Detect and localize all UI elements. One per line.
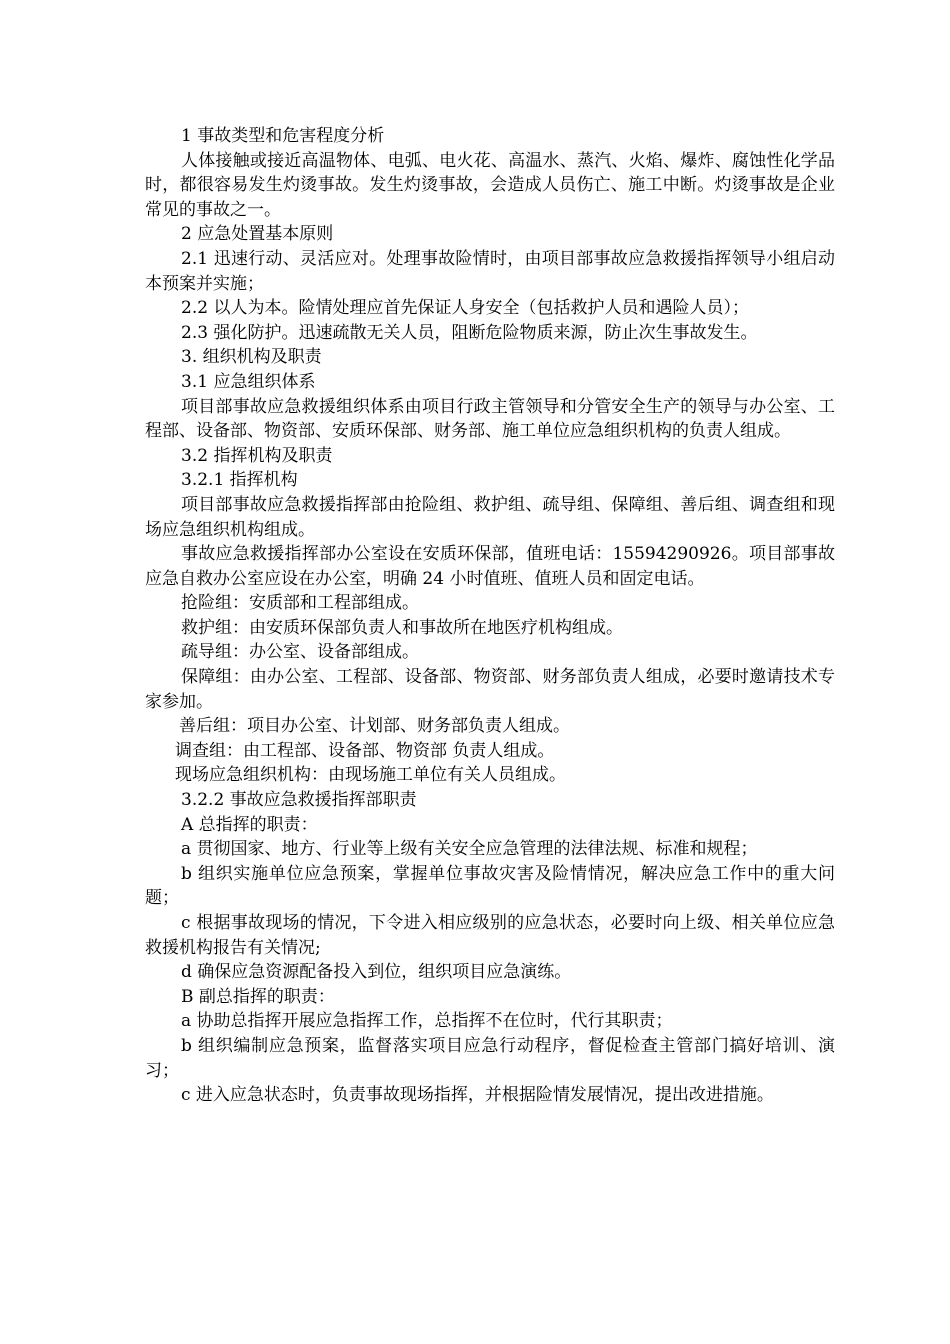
list-item-evacuation-group: 疏导组：办公室、设备部组成。	[181, 642, 419, 663]
list-item-chief-c: c 根据事故现场的情况，下令进入相应级别的应急状态，必要时向上级、相关单位应急救援机构报告有关情况;	[145, 913, 835, 958]
heading-command-agency: 3.2.1 指挥机构	[181, 470, 298, 491]
list-item-chief-b: b 组织实施单位应急预案，掌握单位事故灾害及险情情况，解决应急工作中的重大问题；	[145, 863, 835, 909]
paragraph-burn-hazard: 人体接触或接近高温物体、电弧、电火花、高温水、蒸汽、火焰、爆炸、腐蚀性化学品时，都很容易发生灼烫事故。发生灼烫事故，会造成人员伤亡、施工中断。灼烫事故是企业常见的事故之一。	[145, 150, 835, 220]
list-item-chief-d: d 确保应急资源配备投入到位，组织项目应急演练。	[181, 962, 572, 983]
list-item-investigation-group: 调查组：由工程部、设备部、物资部 负责人组成。	[175, 740, 555, 761]
paragraph-principle-2-1: 2.1 迅速行动、灵活应对。处理事故险情时，由项目部事故应急救援指挥领导小组启动本预案并实施；	[145, 248, 835, 294]
paragraph-principle-2-3: 2.3 强化防护。迅速疏散无关人员，阻断危险物质来源，防止次生事故发生。	[181, 322, 758, 343]
list-item-support-group: 保障组：由办公室、工程部、设备部、物资部、财务部负责人组成，必要时邀请技术专家参加。	[145, 667, 835, 712]
heading-deputy-duties: B 副总指挥的职责：	[181, 986, 335, 1007]
heading-organization: 3. 组织机构及职责	[181, 347, 322, 368]
heading-accident-types: 1 事故类型和危害程度分析	[181, 126, 385, 146]
heading-basic-principles: 2 应急处置基本原则	[181, 224, 334, 245]
list-item-rescue-group: 抢险组：安质部和工程部组成。	[181, 593, 419, 614]
list-item-aftermath-group: 善后组：项目办公室、计划部、财务部负责人组成。	[179, 716, 570, 737]
heading-emergency-system: 3.1 应急组织体系	[181, 371, 316, 392]
paragraph-command-composition: 项目部事故应急救援指挥部由抢险组、救护组、疏导组、保障组、善后组、调查组和现场应急组织机构组成。	[145, 494, 835, 540]
list-item-deputy-c: c 进入应急状态时，负责事故现场指挥，并根据险情发展情况，提出改进措施。	[181, 1085, 774, 1106]
paragraph-duty-phone: 事故应急救援指挥部办公室设在安质环保部，值班电话：15594290926。项目部事故应急自救办公室应设在办公室，明确 24 小时值班、值班人员和固定电话。	[145, 544, 835, 589]
list-item-medical-group: 救护组：由安质环保部负责人和事故所在地医疗机构组成。	[181, 617, 623, 638]
heading-command-duties: 3.2.2 事故应急救援指挥部职责	[181, 790, 417, 811]
document-body	[145, 124, 835, 1108]
heading-command-structure: 3.2 指挥机构及职责	[181, 445, 333, 466]
list-item-chief-a: a 贯彻国家、地方、行业等上级有关安全应急管理的法律法规、标准和规程；	[181, 839, 758, 860]
paragraph-emergency-system: 项目部事故应急救援组织体系由项目行政主管领导和分管安全生产的领导与办公室、工程部、设备部、物资部、安质环保部、财务部、施工单位应急组织机构的负责人组成。	[145, 396, 835, 442]
heading-chief-duties: A 总指挥的职责：	[181, 814, 318, 835]
list-item-onsite-group: 现场应急组织机构：由现场施工单位有关人员组成。	[175, 765, 566, 786]
list-item-deputy-a: a 协助总指挥开展应急指挥工作，总指挥不在位时，代行其职责；	[181, 1011, 673, 1032]
paragraph-principle-2-2: 2.2 以人为本。险情处理应首先保证人身安全（包括救护人员和遇险人员）；	[181, 298, 749, 319]
list-item-deputy-b: b 组织编制应急预案，监督落实项目应急行动程序，督促检查主管部门搞好培训、演习；	[145, 1035, 835, 1081]
